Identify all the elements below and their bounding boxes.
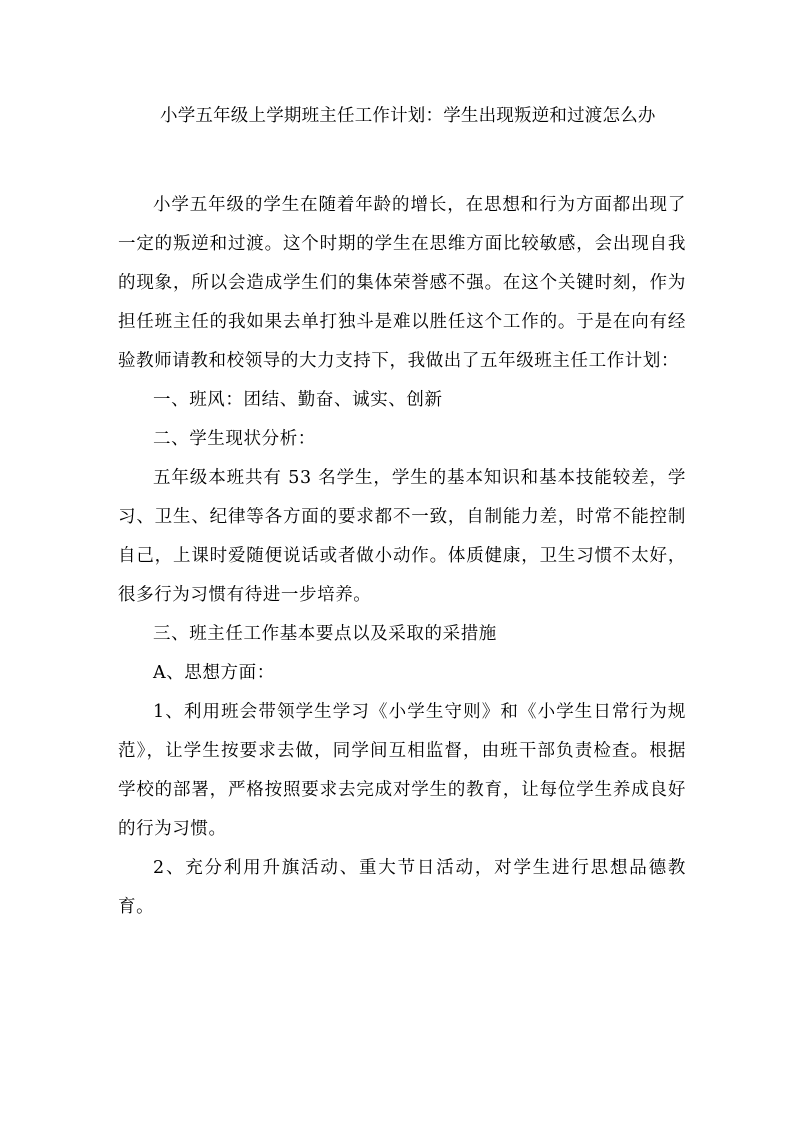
paragraph-analysis-heading: 二、学生现状分析：: [153, 429, 316, 449]
paragraph-analysis: 五年级本班共有 53 名学生，学生的基本知识和基本技能较差，学习、卫生、纪律等各方面的要求都不一致，自制能力差，时常不能控制自己，上课时爱随便说话或者做小动作。体质健康，卫生习惯不太好，很多行为习惯有待进一步培养。: [118, 468, 686, 605]
document-body: [118, 186, 686, 927]
paragraph-measures-heading: 三、班主任工作基本要点以及采取的采措施: [153, 624, 497, 644]
paragraph-item-2: 2、充分利用升旗活动、重大节日活动，对学生进行思想品德教育。: [118, 858, 686, 917]
paragraph-class-spirit: 一、班风：团结、勤奋、诚实、创新: [153, 390, 443, 410]
paragraph-intro: 小学五年级的学生在随着年龄的增长，在思想和行为方面都出现了一定的叛逆和过渡。这个时期的学生在思维方面比较敏感，会出现自我的现象，所以会造成学生们的集体荣誉感不强。在这个关键时刻，作为担任班主任的我如果去单打独斗是难以胜任这个工作的。于是在向有经验教师请教和校领导的大力支持下，我做出了五年级班主任工作计划：: [118, 195, 686, 371]
paragraph-item-1: 1、利用班会带领学生学习《小学生守则》和《小学生日常行为规范》，让学生按要求去做，同学间互相监督，由班干部负责检查。根据学校的部署，严格按照要求去完成对学生的教育，让每位学生养成良好的行为习惯。: [118, 702, 686, 839]
document-title: 小学五年级上学期班主任工作计划：学生出现叛逆和过渡怎么办: [160, 106, 656, 126]
paragraph-thought-heading: A、思想方面：: [153, 663, 275, 683]
